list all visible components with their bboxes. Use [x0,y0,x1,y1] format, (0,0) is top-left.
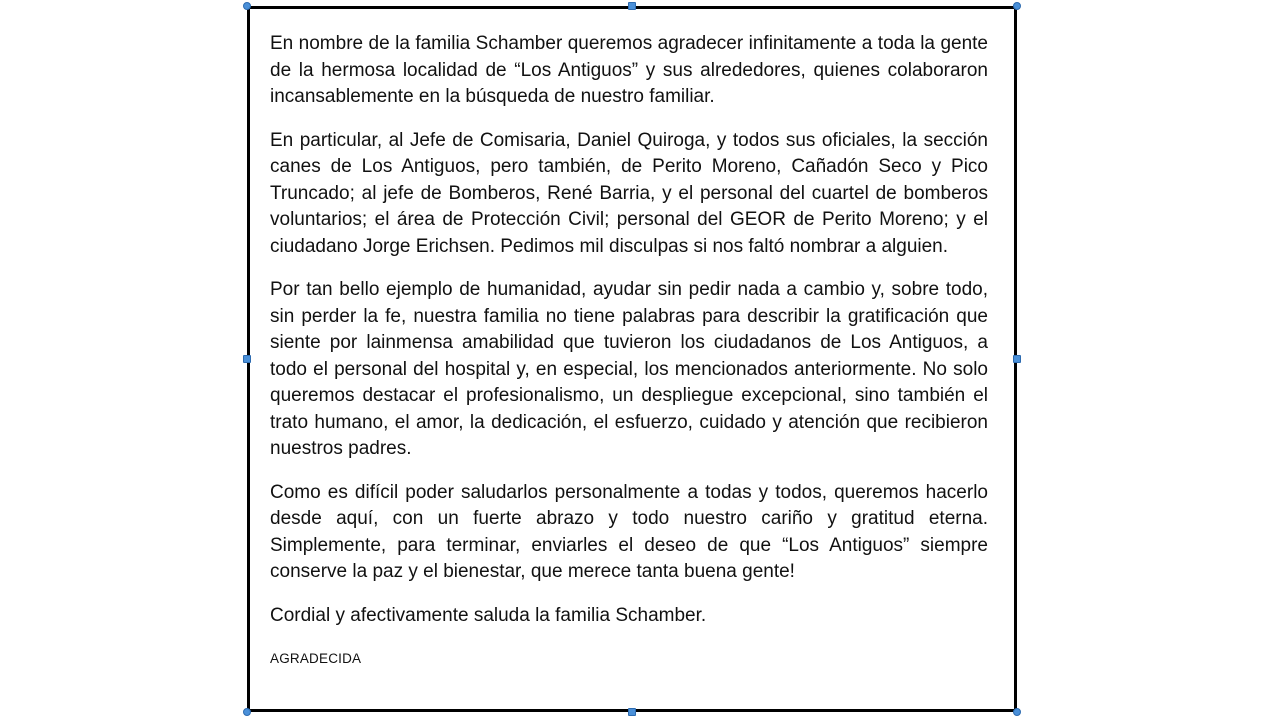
resize-handle-top-right[interactable] [1013,2,1021,10]
paragraph-3: Por tan bello ejemplo de humanidad, ayudar sin pedir nada a cambio y, sobre todo, sin perder la fe, nuestra familia no tiene palabras para describir la gratificación que siente por lainmensa amabilidad que tuvieron los ciudadanos de Los Antiguos, a todo el personal del hospital y, en especial, los mencionados anteriormente. No solo queremos destacar el profesionalismo, un despliegue excepcional, sino también el trato humano, el amor, la dedicación, el esfuerzo, cuidado y atención que recibieron nuestros padres. [270,279,988,459]
paragraph-4: Como es difícil poder saludarlos personalmente a todas y todos, queremos hacerlo desde aquí, con un fuerte abrazo y todo nuestro cariño y gratitud eterna. Simplemente, para terminar, enviarles el deseo de que “Los Antiguos” siempre conserve la paz y el bienestar, que merece tanta buena gente! [270,481,988,582]
resize-handle-bottom-center[interactable] [628,708,636,716]
resize-handle-top-left[interactable] [243,2,251,10]
paragraph-5: Cordial y afectivamente saluda la familia Schamber. [270,604,707,626]
paragraph-2: En particular, al Jefe de Comisaria, Daniel Quiroga, y todos sus oficiales, la sección canes de Los Antiguos, pero también, de Perito Moreno, Cañadón Seco y Pico Truncado; al jefe de Bomberos, René Barria, y el personal del cuartel de bomberos voluntarios; el área de Protección Civil; personal del GEOR de Perito Moreno; y el ciudadano Jorge Erichsen. Pedimos mil disculpas si nos faltó nombrar a alguien. [270,129,988,257]
text-box[interactable] [247,6,1017,712]
resize-handle-top-center[interactable] [628,2,636,10]
signature: AGRADECIDA [270,651,362,666]
resize-handle-bottom-left[interactable] [243,708,251,716]
resize-handle-middle-right[interactable] [1013,355,1021,363]
resize-handle-bottom-right[interactable] [1013,708,1021,716]
letter-body[interactable] [270,31,988,673]
paragraph-1: En nombre de la familia Schamber queremos agradecer infinitamente a toda la gente de la hermosa localidad de “Los Antiguos” y sus alrededores, quienes colaboraron incansablemente en la búsqueda de nuestro familiar. [270,33,988,107]
resize-handle-middle-left[interactable] [243,355,251,363]
